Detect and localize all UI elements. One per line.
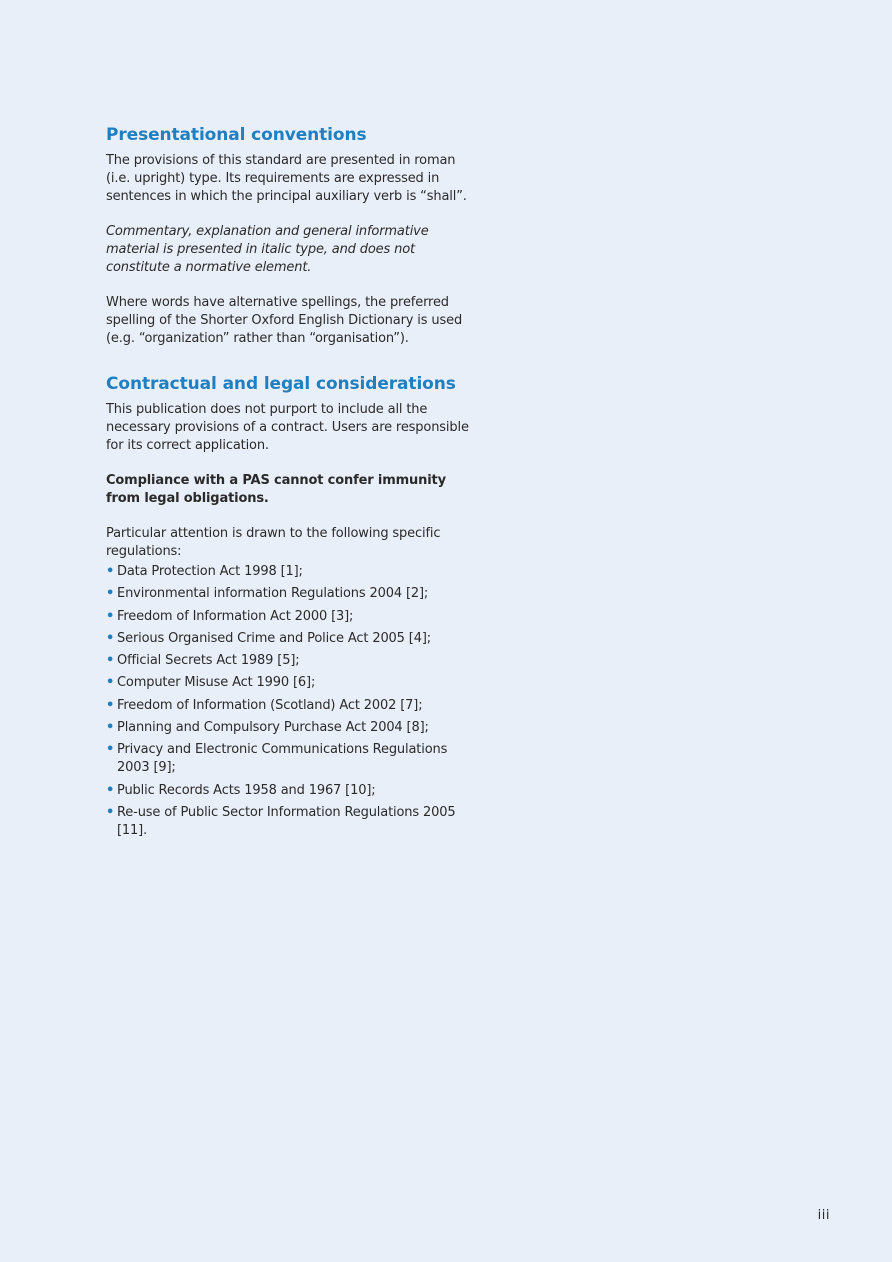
regulation-text: Computer Misuse Act 1990 [6]; [117, 675, 316, 691]
bullet-icon: • [106, 630, 115, 646]
paragraph-regulations-intro: Particular attention is drawn to the following specific regulations: [106, 526, 441, 559]
regulation-text: Freedom of Information Act 2000 [3]; [117, 608, 354, 624]
regulation-text: Freedom of Information (Scotland) Act 2002 [7]; [117, 697, 423, 713]
bullet-icon: • [106, 608, 115, 624]
list-item [106, 741, 476, 777]
list-item [106, 804, 476, 840]
list-item [106, 782, 476, 800]
bullet-icon: • [106, 782, 115, 798]
paragraph-italic-commentary: Commentary, explanation and general informative material is presented in italic type, and does not constitute a normative element. [106, 224, 429, 275]
regulation-text: Privacy and Electronic Communications Regulations 2003 [9]; [117, 742, 448, 776]
contractual-legal-section [106, 373, 476, 840]
list-item [106, 652, 476, 670]
regulation-text: Public Records Acts 1958 and 1967 [10]; [117, 782, 376, 798]
regulation-text: Environmental information Regulations 2004 [2]; [117, 586, 429, 602]
paragraph-spelling: Where words have alternative spellings, the preferred spelling of the Shorter Oxford English Dictionary is used (e.g. “organization” rather than “organisation”). [106, 295, 463, 346]
bullet-icon: • [106, 804, 115, 820]
list-item [106, 608, 476, 626]
paragraph-compliance-warning: Compliance with a PAS cannot confer immunity from legal obligations. [106, 473, 446, 506]
list-item [106, 719, 476, 737]
section-heading-contractual: Contractual and legal considerations [106, 374, 456, 394]
page-number: iii [817, 1208, 830, 1223]
paragraph-contract-provisions: This publication does not purport to include all the necessary provisions of a contract. Users are responsible for its correct application. [106, 402, 469, 453]
regulation-text: Data Protection Act 1998 [1]; [117, 564, 303, 579]
list-item [106, 563, 476, 581]
regulation-text: Re-use of Public Sector Information Regulations 2005 [11]. [117, 804, 456, 838]
document-page [106, 124, 476, 844]
presentational-conventions-section [106, 124, 476, 348]
bullet-icon: • [106, 586, 115, 602]
list-item [106, 697, 476, 715]
bullet-icon: • [106, 653, 115, 669]
list-item [106, 585, 476, 603]
section-heading-presentational: Presentational conventions [106, 125, 367, 145]
regulation-text: Planning and Compulsory Purchase Act 2004 [8]; [117, 720, 429, 736]
regulations-list [106, 563, 476, 840]
bullet-icon: • [106, 564, 115, 579]
list-item [106, 674, 476, 692]
regulation-text: Serious Organised Crime and Police Act 2005 [4]; [117, 630, 431, 646]
bullet-icon: • [106, 720, 115, 736]
bullet-icon: • [106, 697, 115, 713]
regulation-text: Official Secrets Act 1989 [5]; [117, 653, 300, 669]
list-item [106, 630, 476, 648]
bullet-icon: • [106, 742, 115, 758]
bullet-icon: • [106, 675, 115, 691]
paragraph-roman-type: The provisions of this standard are presented in roman (i.e. upright) type. Its requirements are expressed in sentences in which the principal auxiliary verb is “shall”. [106, 153, 467, 204]
